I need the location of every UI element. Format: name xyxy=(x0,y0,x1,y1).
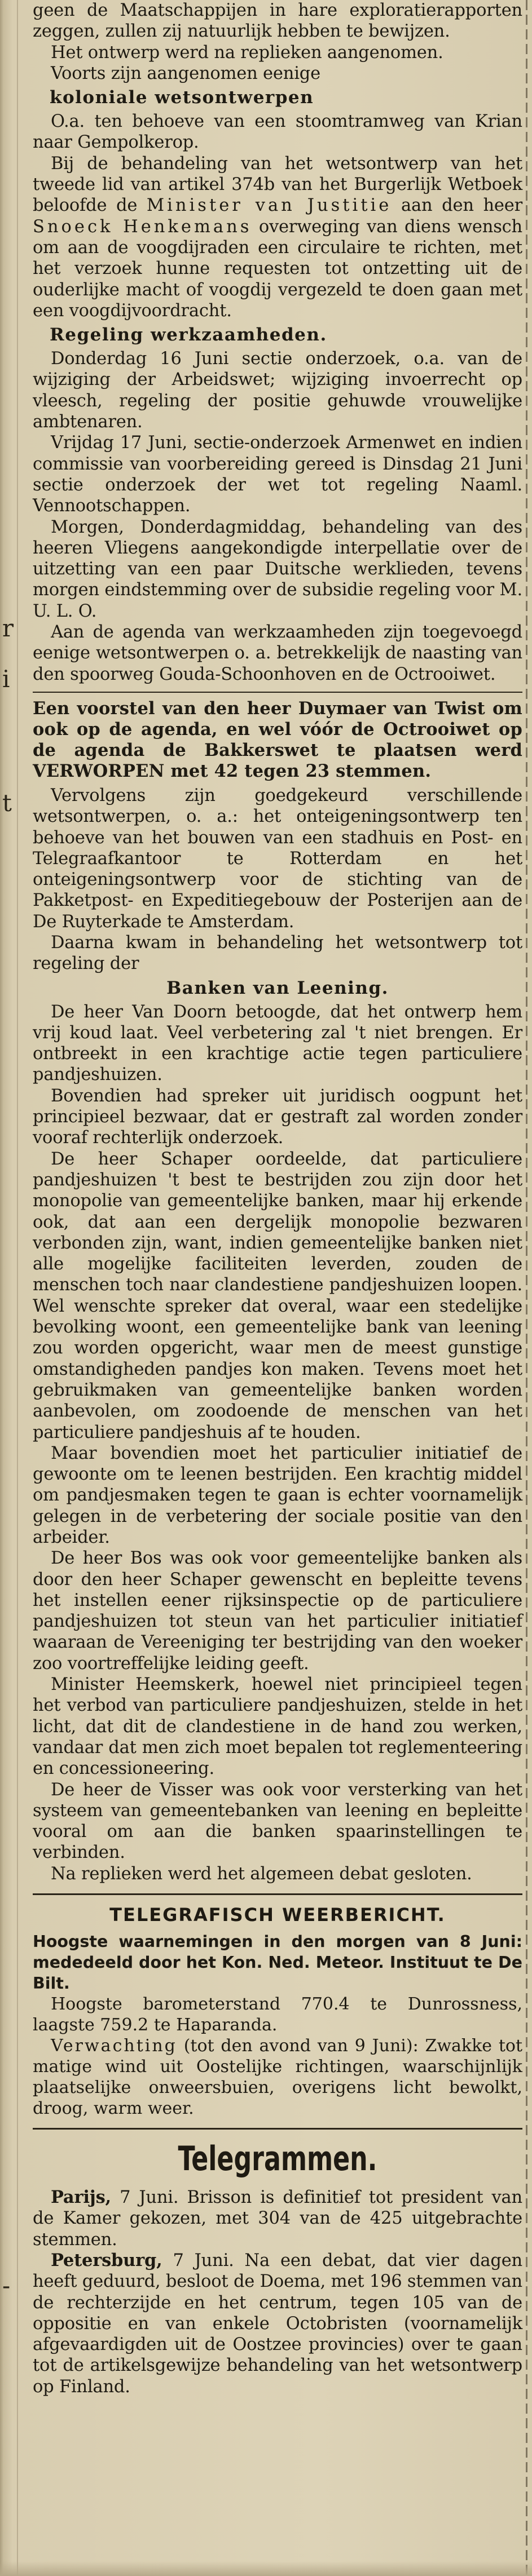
article-paragraph: Donderdag 16 Juni sectie onderzoek, o.a. van de wijziging der Arbeidswet; wijziging invoerrecht op vleesch, regeling der positie gehuwde vrouwelijke ambtenaren. xyxy=(33,349,522,432)
paragraph-text: overweging van diens wensch om aan de voogdijraden een circulaire te richten, met het verzoek hunne requesten tot ontzetting uit de ouderlijke macht of voogdij vergezeld te doen gaan met een voogdijvoordracht. xyxy=(33,216,522,321)
article-paragraph: De heer Schaper oordeelde, dat particuliere pandjeshuizen 't best te bestrijden zou zijn door het monopolie van gemeentelijke banken, maar hij erkende ook, dat aan een dergelijk monopolie bezwaren verbonden zijn, want, indien gemeentelijke banken niet alle mogelijke faciliteiten leverden, zouden de menschen toch naar clandestiene pandjeshuizen loopen. Wel wenschte spreker dat overal, waar een stedelijke bevolking woont, een gemeentelijke bank van leening zou worden opgericht, waar men de meest gunstige omstandigheden pandjes kon maken. Tevens moet het gebruikmaken van gemeentelijke banken worden aanbevolen, om zoodoende de menschen van het particuliere pandjeshuis af te houden. xyxy=(33,1149,522,1442)
article-paragraph: De heer Bos was ook voor gemeentelijke banken als door den heer Schaper gewenscht en bepleitte tevens het instellen eener rijksinspectie op de particuliere pandjeshuizen tot steun van het particulier initiatief waaraan de Vereeniging ter bestrijding van den woeker zoo voortreffelijke leiding geeft. xyxy=(33,1548,522,1674)
torn-edge xyxy=(0,2561,532,2576)
article-paragraph: geen de Maatschappijen in hare exploratierapporten zeggen, zullen zij natuurlijk hebben te bewijzen. xyxy=(33,1,522,42)
weather-intro: Hoogste waarnemingen in den morgen van 8 Juni: mededeeld door het Kon. Ned. Meteor. Instituut te De Bilt. xyxy=(33,1932,522,1993)
article-paragraph: Daarna kwam in behandeling het wetsontwerp tot regeling der xyxy=(33,932,522,974)
telegram-text: 7 Juni. Na een debat, dat vier dagen heeft geduurd, besloot de Doema, met 196 stemmen van de rechterzijde en het centrum, tegen 105 van de oppositie en van enkele Octobristen (voornamelijk afgevaardigden uit de Oostzee provincies) over te gaan tot de artikelsgewijze behandeling van het wetsontwerp op Finland. xyxy=(33,2250,522,2397)
section-divider xyxy=(33,1893,522,1895)
section-heading: Banken van Leening. xyxy=(166,977,389,998)
article-paragraph: Vrijdag 17 Juni, sectie-onderzoek Armenwet en indien commissie van voorbereiding gereed is Dinsdag 21 Juni sectie onderzoek der wet tot regeling Naaml. Vennootschappen. xyxy=(33,433,522,516)
article-paragraph: Maar bovendien moet het particulier initiatief de gewoonte om te leenen bestrijden. Een krachtig middel om pandjesmaken tegen te gaan is echter voornamelijk gelegen in de verbetering der sociale positie van den arbeider. xyxy=(33,1443,522,1547)
telegrams-heading: Telegrammen. xyxy=(178,2139,377,2179)
edge-character: i xyxy=(2,665,10,693)
article-paragraph: Bovendien had spreker uit juridisch oogpunt het principieel bezwaar, dat er gestraft zal worden zonder vooraf rechterlijk onderzoek. xyxy=(33,1086,522,1148)
forecast-text: (tot den avond van 9 Juni): Zwakke tot matige wind uit Oostelijke richtingen, waarschijnlijk plaatselijke onweersbuien, overigens licht bewolkt, droog, warm weer. xyxy=(33,2036,522,2119)
article-paragraph: Vervolgens zijn goedgekeurd verschillende wetsontwerpen, o. a.: het onteigeningsontwerp ten behoeve van het bouwen van een stadhuis en Post- en Telegraafkantoor te Rotterdam en het onteigeningsontwerp voor de stichting van de Pakketpost- en Expeditiegebouw der Posterijen aan de De Ruyterkade te Amsterdam. xyxy=(33,785,522,932)
article-paragraph: De heer Van Doorn betoogde, dat het ontwerp hem vrij koud laat. Veel verbetering zal 't niet brengen. Er ontbreekt in een krachtige actie tegen particuliere pandjeshuizen. xyxy=(33,1002,522,1085)
article-paragraph: De heer de Visser was ook voor versterking van het systeem van gemeentebanken van leening en bepleitte vooral om aan die banken spaarinstellingen te verbinden. xyxy=(33,1780,522,1863)
article-paragraph: Het ontwerp werd na replieken aangenomen. xyxy=(51,42,443,63)
weather-heading: TELEGRAFISCH WEERBERICHT. xyxy=(109,1904,446,1926)
telegram-text: 7 Juni. Brisson is definitief tot president van de Kamer gekozen, met 304 van de 425 uitgebrachte stemmen. xyxy=(33,2188,522,2250)
telegram-place: Parijs, xyxy=(51,2187,111,2208)
column-rule xyxy=(526,0,527,2576)
telegram-place: Petersburg, xyxy=(51,2250,162,2270)
spaced-name: Minister van Justitie xyxy=(146,196,392,216)
paragraph-text: aan den heer xyxy=(401,196,522,216)
article-paragraph: Aan de agenda van werkzaamheden zijn toegevoegd eenige wetsontwerpen o. a. betrekkelijk de naasting van den spoorweg Gouda-Schoonhoven en de Octrooiwet. xyxy=(33,622,522,684)
telegram-item xyxy=(33,2187,522,2250)
section-divider xyxy=(33,2128,522,2130)
article-paragraph: O.a. ten behoeve van een stoomtramweg van Krian naar Gempolkerop. xyxy=(33,112,522,153)
paragraph-text: Bij de behandeling van het wetsontwerp van het tweede lid van artikel 374b van het Burgerlijk Wetboek beloofde de xyxy=(33,153,522,216)
edge-character: r xyxy=(2,614,14,642)
forecast-label: Verwachting xyxy=(51,2036,177,2056)
spaced-name: Snoeck Henkemans xyxy=(33,216,252,237)
article-paragraph: Na replieken werd het algemeen debat gesloten. xyxy=(51,1864,472,1884)
weather-pressure: Hoogste barometerstand 770.4 te Dunrossness, laagste 759.2 te Haparanda. xyxy=(33,1994,522,2035)
article-column xyxy=(33,0,522,2576)
adjacent-column-edge xyxy=(0,0,18,2576)
section-divider xyxy=(33,692,522,693)
telegram-item xyxy=(33,2250,522,2397)
article-paragraph: Voorts zijn aangenomen eenige xyxy=(51,63,320,83)
article-paragraph xyxy=(33,153,522,321)
edge-character: t xyxy=(2,789,12,817)
weather-forecast xyxy=(33,2035,522,2119)
section-heading: Regeling werkzaamheden. xyxy=(50,325,327,346)
bold-announcement: Een voorstel van den heer Duymaer van Twist om ook op de agenda, en wel vóór de Octrooiwet op de agenda de Bakkerswet te plaatsen werd VERWORPEN met 42 tegen 23 stemmen. xyxy=(33,698,522,781)
article-paragraph: Morgen, Donderdagmiddag, behandeling van des heeren Vliegens aangekondigde interpellatie over de uitzetting van een paar Duitsche werklieden, tevens morgen eindstemming over de subsidie regeling voor M. U. L. O. xyxy=(33,517,522,621)
section-heading: koloniale wetsontwerpen xyxy=(50,87,314,108)
edge-character: - xyxy=(2,2272,11,2299)
article-paragraph: Minister Heemskerk, hoewel niet principieel tegen het verbod van particuliere pandjeshuizen, stelde in het licht, dat dit de clandestiene in de hand zou werken, vandaar dat men zich moet bepalen tot reglementeering en concessioneering. xyxy=(33,1675,522,1779)
